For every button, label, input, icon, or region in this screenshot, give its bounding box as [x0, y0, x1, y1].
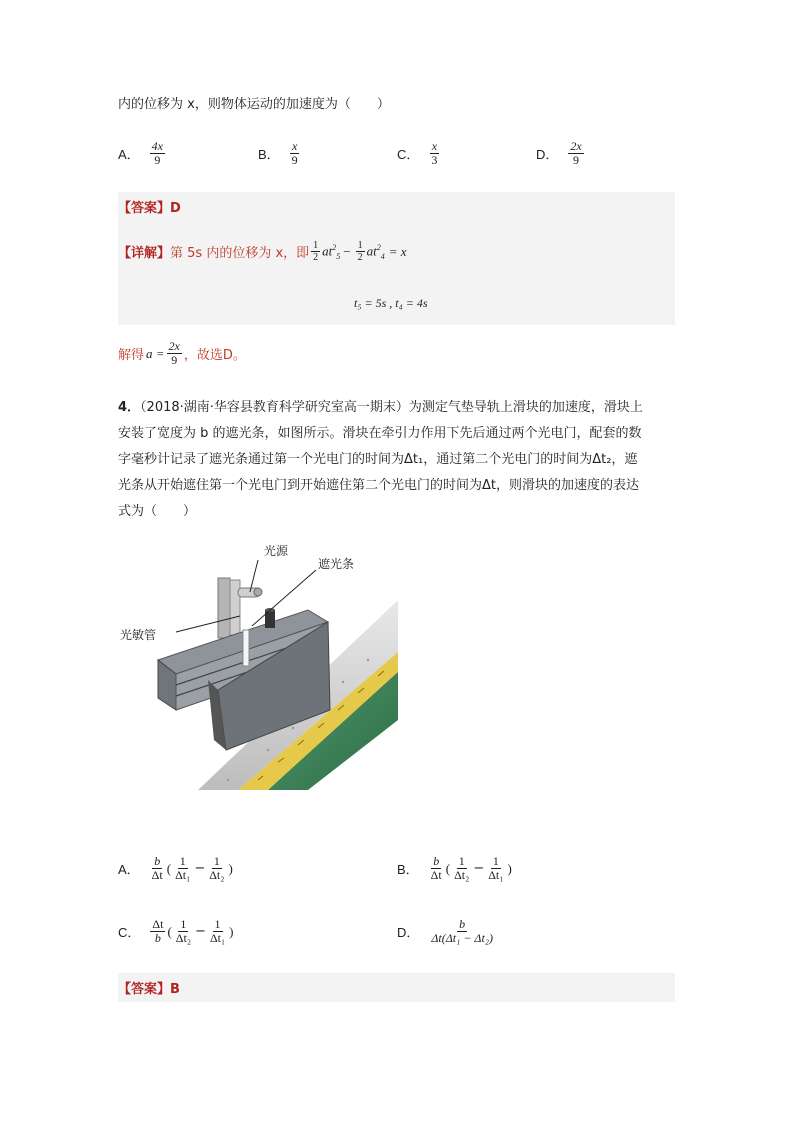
- air-track-illustration: [118, 540, 398, 790]
- q3-answer: 【答案】D: [118, 201, 181, 216]
- q3-time-values: t₅ = 5s , t₄ = 4s: [354, 296, 428, 310]
- q3-option-a: A． $\frac{4x}{9}$: [118, 139, 163, 167]
- label-light-source: 光源: [264, 544, 289, 558]
- q4-option-d: D． $\frac{b}{\text{Δt(Δt₁ − Δt₂)}}$: [397, 917, 493, 945]
- label-photo-tube: 光敏管: [120, 628, 157, 642]
- q3-detail: 【详解】 第 5s 内的位移为 x，即 $\frac{1}{2}$ $at^2_5$ − $\frac{1}{2}$ $at^2_4$ = x: [118, 240, 407, 263]
- q4-answer: 【答案】B: [118, 982, 180, 997]
- q4-option-b: B． $\frac{b}{\Delta t}$ ( $\frac{1}{\text{Δt₂}}$ − $\frac{1}{\text{Δt₁}}$ ): [397, 854, 512, 882]
- q4-question: 4．（2018·湖南·华容县教育科学研究室高一期末）为测定气垫导轨上滑块的加速度，滑块上 安装了宽度为 b 的遮光条，如图所示。滑块在牵引力作用下先后通过两个光电门，配套的数 字毫秒计记录了遮光条通过第一个光电门的时间为Δt₁，通过第二个光电门的时间为Δt₂，遮 光条从开始遮住第一个光电门到开始遮住第二个光电门的时间为Δt，则滑块的加速度的表达 式为（ ）: [118, 400, 643, 519]
- intro-line: 内的位移为 x，则物体运动的加速度为（ ）: [118, 97, 390, 112]
- label-shade-strip: 遮光条: [318, 557, 355, 571]
- air-track-figure: [118, 540, 398, 790]
- q4-option-c: C． $\frac{\Delta t}{b}$ ( $\frac{1}{\text{Δt₂}}$ − $\frac{1}{\text{Δt₁}}$ ): [118, 917, 234, 945]
- q3-option-c: C． $\frac{x}{3}$: [397, 139, 438, 167]
- q3-solve-line: 解得 a = $\frac{2x}{9}$ ，故选 D。: [118, 339, 246, 367]
- q4-answer-box: [118, 973, 675, 1002]
- q4-option-a: A． $\frac{b}{\Delta t}$ ( $\frac{1}{\text{Δt₁}}$ − $\frac{1}{\text{Δt₂}}$ ): [118, 854, 233, 882]
- q3-option-d: D． $\frac{2x}{9}$: [536, 139, 582, 167]
- q3-option-b: B． $\frac{x}{9}$: [258, 139, 298, 167]
